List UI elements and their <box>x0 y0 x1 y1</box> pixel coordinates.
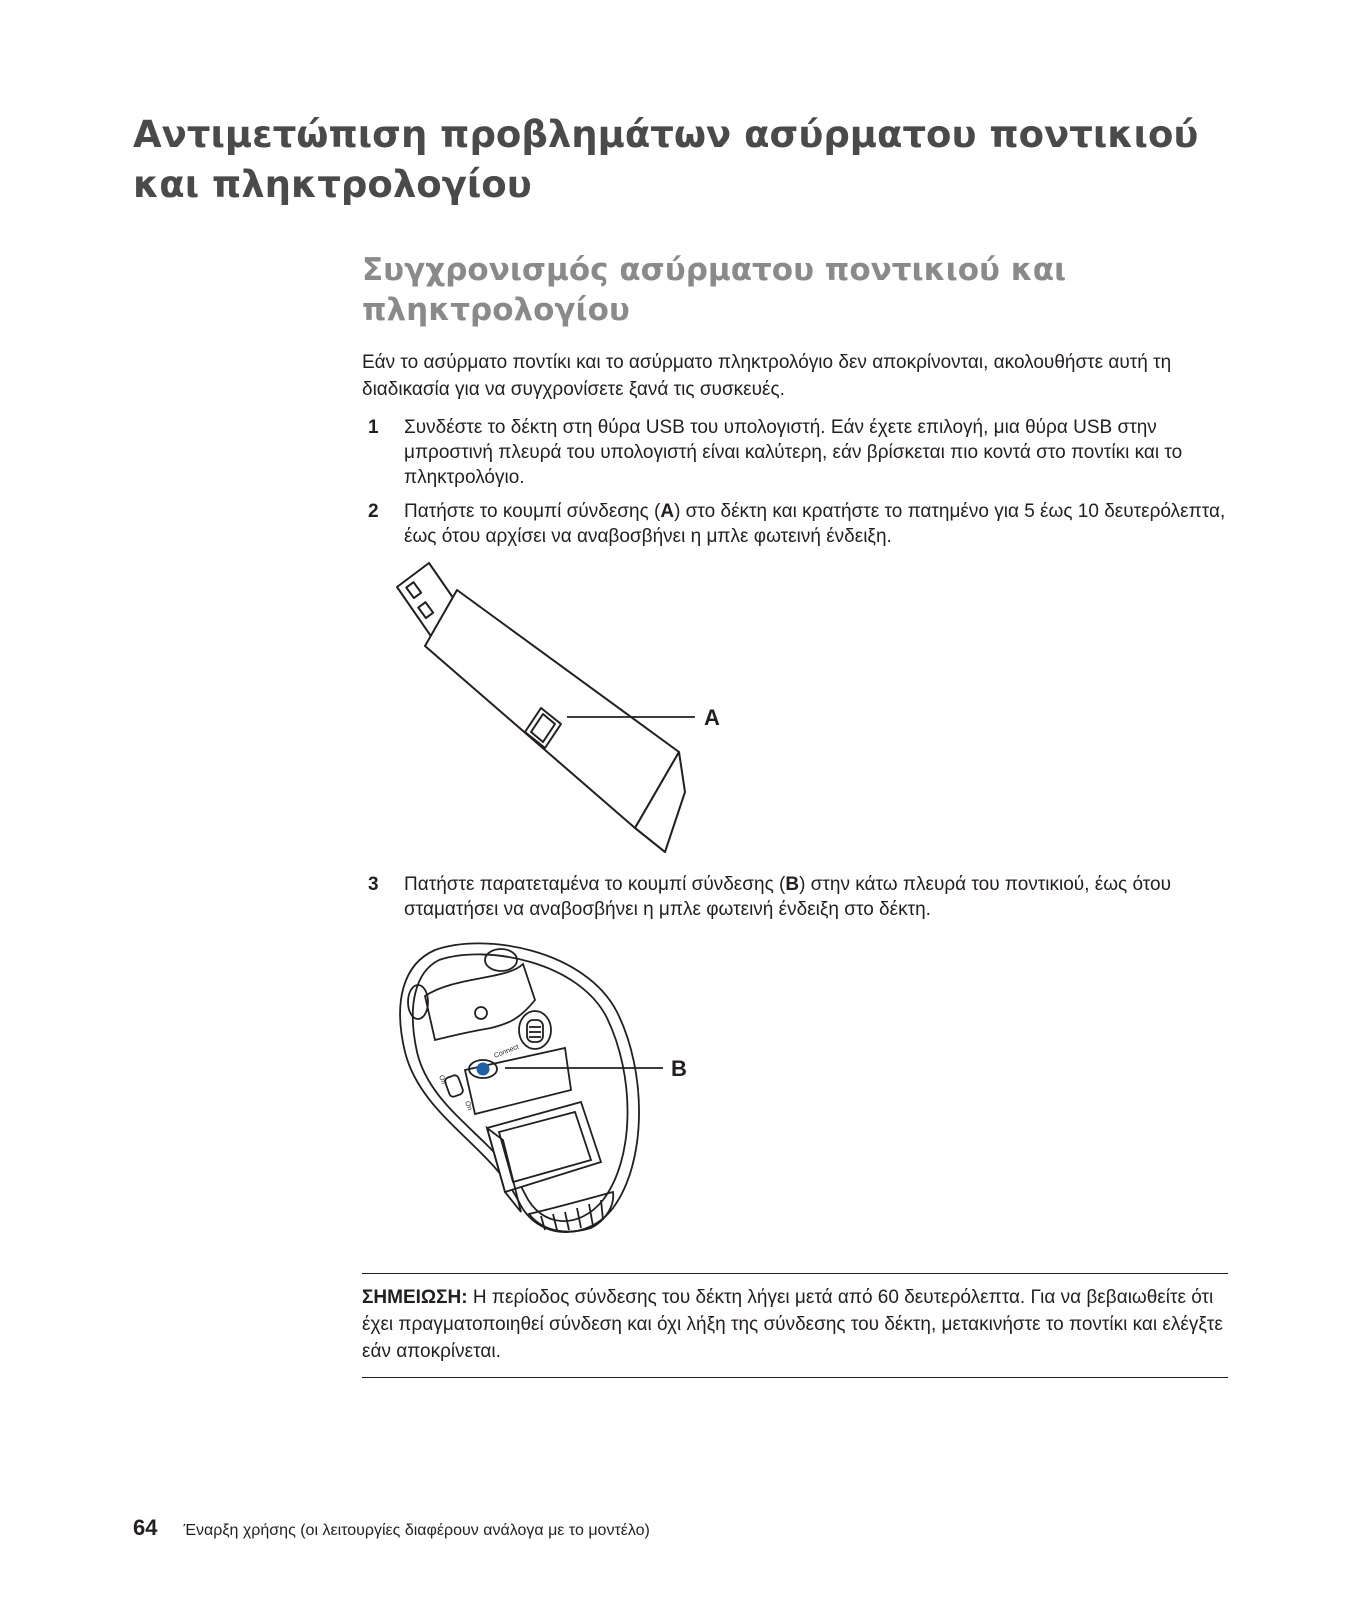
callout-label-b: B <box>671 1056 687 1081</box>
callout-ref-b: B <box>785 874 800 895</box>
step-text <box>404 872 1232 922</box>
step-text: Συνδέστε το δέκτη στη θύρα USB του υπολογιστή. Εάν έχετε επιλογή, μια θύρα USB στην μπροστινή πλευρά του υπολογιστή είναι καλύτερη, εάν βρίσκεται πιο κοντά στο ποντίκι και το πληκτρολόγιο. <box>404 417 1183 488</box>
page-title: Αντιμετώπιση προβλημάτων ασύρματου ποντικιού και πληκτρολογίου <box>133 113 1199 206</box>
callout-ref-a: A <box>660 501 675 522</box>
note-box <box>362 1273 1228 1378</box>
callout-label-a: A <box>704 705 720 730</box>
off-label: Off <box>437 1074 447 1086</box>
note-label: ΣΗΜΕΙΩΣΗ: <box>362 1287 468 1308</box>
step-text-before: Πατήστε το κουμπί σύνδεσης ( <box>404 501 661 522</box>
step-text-after: ) στο δέκτη και κρατήστε το πατημένο για 5 έως 10 δευτερόλεπτα, έως ότου αρχίσει να αναβοσβήνει η μπλε φωτεινή ένδειξη. <box>404 501 1226 547</box>
step-1 <box>362 415 1232 490</box>
footer-text: Έναρξη χρήσης (οι λειτουργίες διαφέρουν ανάλογα με το μοντέλο) <box>183 1522 650 1539</box>
step-number: 3 <box>368 874 379 895</box>
step-text-after: ) στην κάτω πλευρά του ποντικιού, έως ότου σταματήσει να αναβοσβήνει η μπλε φωτεινή ένδειξη στο δέκτη. <box>404 874 1171 920</box>
on-label: On <box>463 1100 473 1112</box>
intro-paragraph: Εάν το ασύρματο ποντίκι και το ασύρματο πληκτρολόγιο δεν αποκρίνονται, ακολουθήστε αυτή τη διαδικασία για να συγχρονίσετε ξανά τις συσκευές. <box>362 352 1172 400</box>
step-number: 1 <box>368 417 379 438</box>
note-text: Η περίοδος σύνδεσης του δέκτη λήγει μετά από 60 δευτερόλεπτα. Για να βεβαιωθείτε ότι έχει πραγματοποιηθεί σύνδεση και όχι λήξη της σύνδεσης του δέκτη, μετακινήστε το ποντίκι και ελέγξτε εάν αποκρίνεται. <box>362 1287 1223 1362</box>
usb-receiver-illustration <box>395 560 755 860</box>
connect-label: Connect <box>493 1043 520 1060</box>
page-footer <box>133 1515 650 1541</box>
step-text-before: Πατήστε παρατεταμένα το κουμπί σύνδεσης ( <box>404 874 786 895</box>
connect-button-b <box>477 1063 490 1076</box>
page-number: 64 <box>133 1515 158 1540</box>
step-number: 2 <box>368 501 379 522</box>
mouse-underside-illustration <box>395 940 705 1240</box>
step-3 <box>362 872 1232 922</box>
section-title: Συγχρονισμός ασύρματου ποντικιού και πληκτρολογίου <box>362 252 1067 328</box>
step-2 <box>362 499 1232 549</box>
step-text <box>404 499 1232 549</box>
